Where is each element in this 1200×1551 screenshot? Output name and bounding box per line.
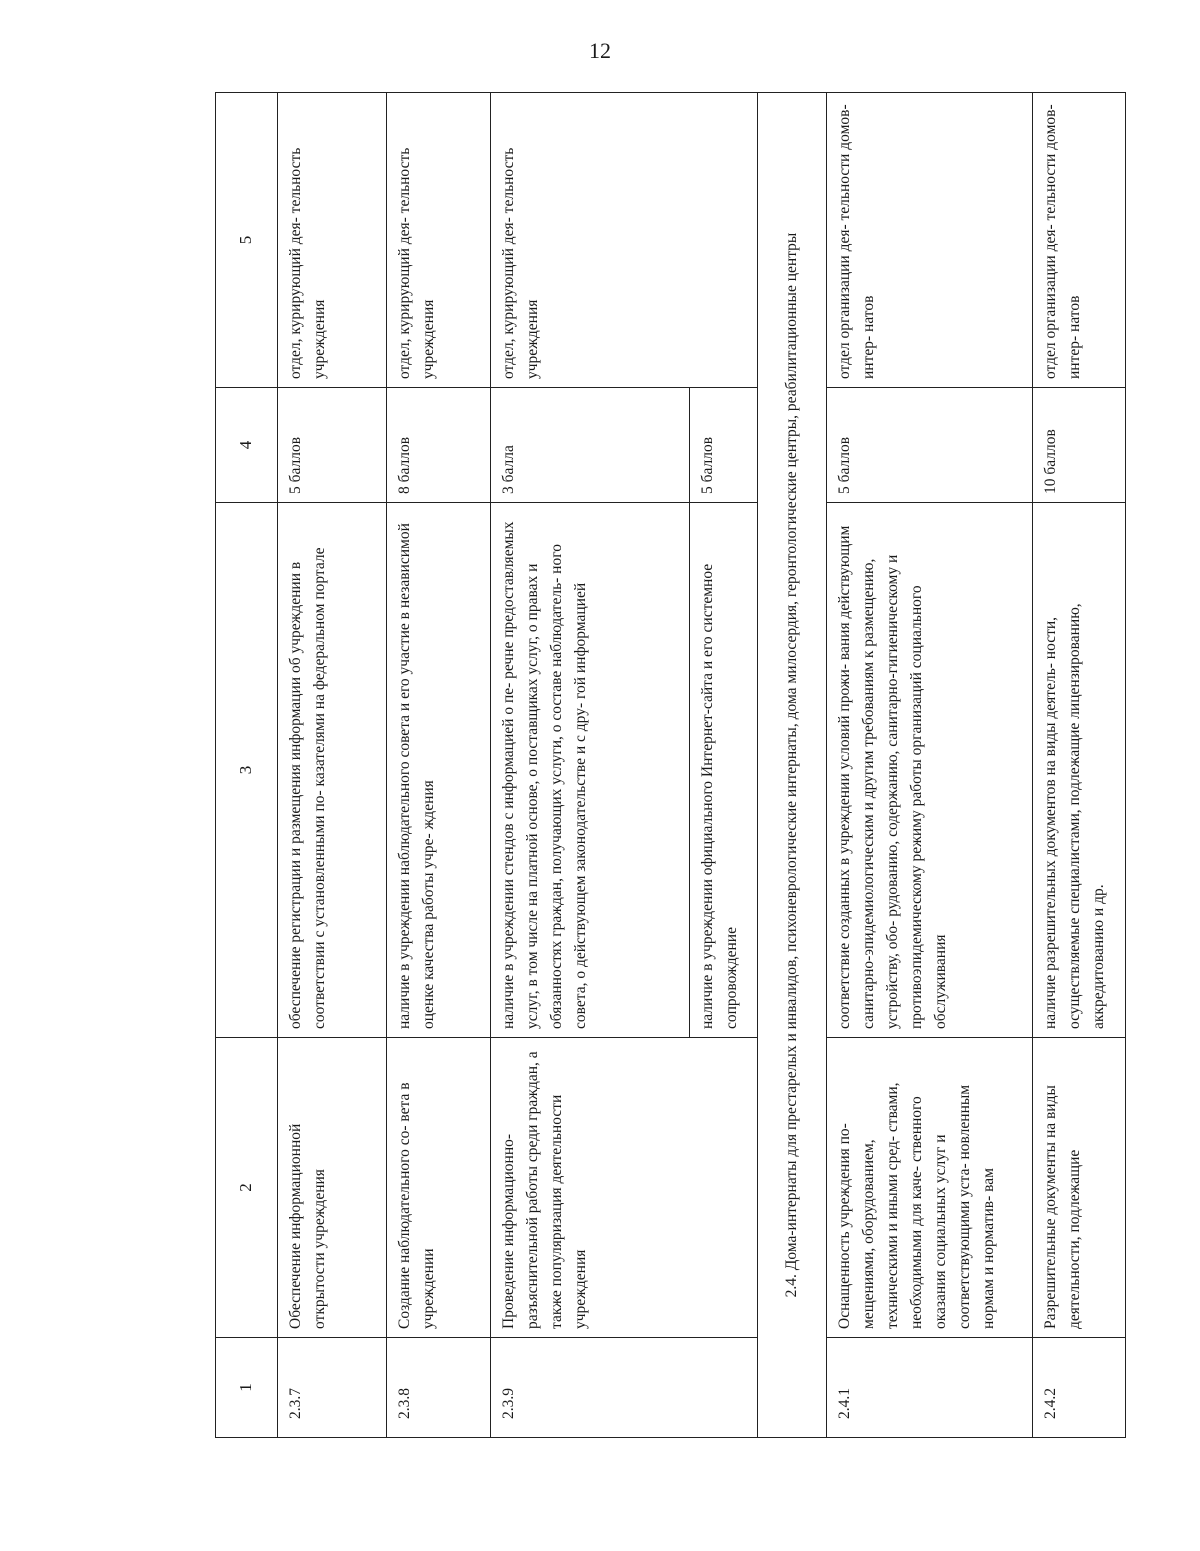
- criterion-cell: соответствие созданных в учреждении условий прожи- вания действующим санитарно-эпидемиологическим и другим требованиям к размещению, устройству, обо- рудованию, содержанию, санитарно-гигиеническому и противоэпидемическому режиму работы организаций социального обслуживания: [827, 503, 1033, 1038]
- responsible-cell: отдел, курирующий дея- тельность учреждения: [387, 93, 491, 388]
- column-header: 3: [216, 503, 278, 1038]
- row-number: 2.3.8: [387, 1338, 491, 1438]
- column-header: 2: [216, 1038, 278, 1338]
- criterion-cell: наличие разрешительных документов на виды деятель- ности, осуществляемые специалистами, подлежащие лицензированию, аккредитованию и др.: [1033, 503, 1126, 1038]
- indicator-cell: Оснащенность учреждения по- мещениями, оборудованием, техническими и иными сред- ствами, необходимыми для каче- ственного оказания социальных услуг и соответствующими уста- новленным нормам и норматив- вам: [827, 1038, 1033, 1338]
- responsible-cell: отдел организации дея- тельности домов-интер- натов: [827, 93, 1033, 388]
- column-header: 5: [216, 93, 278, 388]
- rotated-table-frame: [215, 93, 1108, 1438]
- criteria-table: [215, 92, 1126, 1438]
- score-cell: 8 баллов: [387, 388, 491, 503]
- criterion-cell: наличие в учреждении стендов с информацией о пе- речне предоставляемых услуг, в том числе на платной основе, о поставщиках услуг, о правах и обязанностях граждан, получающих услуги, о составе наблюдатель- ного совета, о действующем законодательстве и с дру- гой информацией: [491, 503, 690, 1038]
- score-cell: 5 баллов: [827, 388, 1033, 503]
- indicator-cell: Разрешительные документы на виды деятельности, подлежащие: [1033, 1038, 1126, 1338]
- rotated-table-container: [215, 93, 1108, 1438]
- responsible-cell: отдел, курирующий дея- тельность учреждения: [491, 93, 758, 388]
- score-cell: 3 балла: [491, 388, 690, 503]
- table-header-row: [216, 93, 278, 1438]
- row-number: 2.3.9: [491, 1338, 758, 1438]
- column-header: 4: [216, 388, 278, 503]
- row-number: 2.4.2: [1033, 1338, 1126, 1438]
- row-number: 2.3.7: [278, 1338, 387, 1438]
- indicator-cell: Обеспечение информационной открытости учреждения: [278, 1038, 387, 1338]
- indicator-cell: Создание наблюдательного со- вета в учреждении: [387, 1038, 491, 1338]
- table-row: [387, 93, 491, 1438]
- criterion-cell: наличие в учреждении наблюдательного совета и его участие в независимой оценке качества работы учре- ждения: [387, 503, 491, 1038]
- criterion-cell: обеспечение регистрации и размещения информации об учреждении в соответствии с установленными по- казателями на федеральном портале: [278, 503, 387, 1038]
- page-number: 12: [589, 38, 611, 63]
- section-title: 2.4. Дома-интернаты для престарелых и инвалидов, психоневрологические интернаты, дома милосердия, геронтологические центры, реабилитационные центры: [758, 93, 827, 1438]
- responsible-cell: отдел, курирующий дея- тельность учреждения: [278, 93, 387, 388]
- table-row: [827, 93, 1033, 1438]
- section-row: [758, 93, 827, 1438]
- score-cell: 10 баллов: [1033, 388, 1126, 503]
- column-header: 1: [216, 1338, 278, 1438]
- score-cell: 5 баллов: [278, 388, 387, 503]
- criterion-cell: наличие в учреждении официального Интернет-сайта и его системное сопровождение: [690, 503, 758, 1038]
- table-row: [278, 93, 387, 1438]
- responsible-cell: отдел организации дея- тельности домов-интер- натов: [1033, 93, 1126, 388]
- row-number: 2.4.1: [827, 1338, 1033, 1438]
- indicator-cell: Проведение информационно- разъяснительной работы среди граждан, а также популяризация деятельности учреждения: [491, 1038, 758, 1338]
- score-cell: 5 баллов: [690, 388, 758, 503]
- table-row: [1033, 93, 1126, 1438]
- table-row: [491, 93, 690, 1438]
